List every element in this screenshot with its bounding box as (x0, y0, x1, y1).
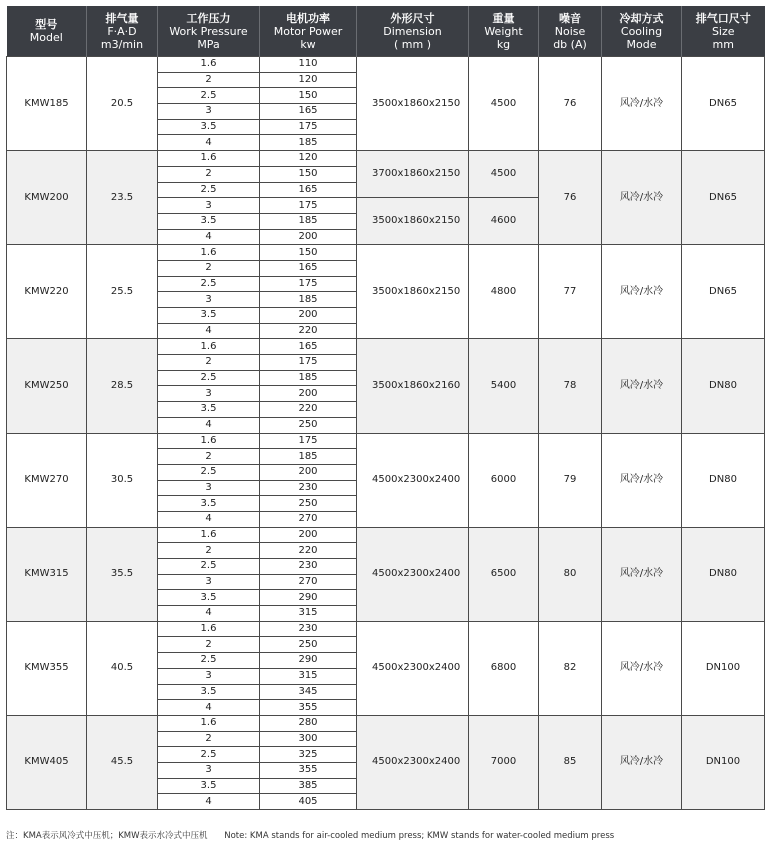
power-cell: 280 (260, 715, 357, 731)
pressure-cell: 4 (158, 229, 260, 245)
power-cell: 270 (260, 511, 357, 527)
pressure-cell: 1.6 (158, 715, 260, 731)
dimension-cell: 3700x1860x2150 (357, 151, 469, 198)
noise-cell: 77 (539, 245, 602, 339)
dimension-cell: 3500x1860x2150 (357, 245, 469, 339)
header-label-en: Work Pressure (169, 24, 248, 38)
cooling-cell: 风冷/水冷 (602, 621, 682, 715)
header-label-zh: 噪音 (559, 11, 581, 25)
table-row (7, 433, 765, 449)
dimension-cell: 3500x1860x2150 (357, 57, 469, 151)
weight-cell: 4800 (469, 245, 539, 339)
pressure-cell: 2.5 (158, 182, 260, 198)
dimension-cell: 4500x2300x2400 (357, 715, 469, 809)
header-label-en: ( mm ) (393, 37, 431, 51)
power-cell: 165 (260, 104, 357, 120)
power-cell: 355 (260, 762, 357, 778)
pressure-cell: 2 (158, 731, 260, 747)
header-work-pressure (158, 6, 260, 57)
power-cell: 150 (260, 88, 357, 104)
header-label-en: kw (300, 37, 316, 51)
power-cell: 220 (260, 402, 357, 418)
power-cell: 300 (260, 731, 357, 747)
fad-cell: 28.5 (87, 339, 158, 433)
power-cell: 110 (260, 57, 357, 73)
header-cooling-mode (602, 6, 682, 57)
power-cell: 185 (260, 135, 357, 151)
power-cell: 150 (260, 166, 357, 182)
pressure-cell: 1.6 (158, 433, 260, 449)
pressure-cell: 3.5 (158, 590, 260, 606)
table-row (7, 621, 765, 637)
header-label-en: Mode (626, 37, 657, 51)
power-cell: 185 (260, 449, 357, 465)
table-row (7, 339, 765, 355)
header-dimension (357, 6, 469, 57)
header-label-en: mm (712, 37, 734, 51)
header-label-en: db (A) (553, 37, 587, 51)
pressure-cell: 2 (158, 637, 260, 653)
power-cell: 315 (260, 668, 357, 684)
pressure-cell: 3.5 (158, 402, 260, 418)
weight-cell: 6500 (469, 527, 539, 621)
header-label-en: Noise (554, 24, 586, 38)
power-cell: 220 (260, 323, 357, 339)
power-cell: 250 (260, 417, 357, 433)
dimension-cell: 4500x2300x2400 (357, 527, 469, 621)
pressure-cell: 2 (158, 449, 260, 465)
cooling-cell: 风冷/水冷 (602, 151, 682, 245)
table-body (7, 57, 765, 810)
pressure-cell: 3 (158, 574, 260, 590)
power-cell: 175 (260, 355, 357, 371)
pressure-cell: 2 (158, 72, 260, 88)
pressure-cell: 2.5 (158, 276, 260, 292)
weight-cell: 4500 (469, 57, 539, 151)
noise-cell: 79 (539, 433, 602, 527)
header-label-zh: 重量 (492, 11, 515, 25)
weight-cell: 6800 (469, 621, 539, 715)
noise-cell: 76 (539, 151, 602, 245)
model-cell: KMW250 (7, 339, 87, 433)
pressure-cell: 3.5 (158, 308, 260, 324)
pressure-cell: 2.5 (158, 559, 260, 575)
model-cell: KMW185 (7, 57, 87, 151)
fad-cell: 45.5 (87, 715, 158, 809)
outlet-size-cell: DN100 (682, 621, 765, 715)
noise-cell: 82 (539, 621, 602, 715)
header-label-zh: 排气口尺寸 (695, 11, 751, 25)
header-noise (539, 6, 602, 57)
weight-cell: 6000 (469, 433, 539, 527)
power-cell: 385 (260, 778, 357, 794)
power-cell: 270 (260, 574, 357, 590)
pressure-cell: 2 (158, 166, 260, 182)
pressure-cell: 3.5 (158, 496, 260, 512)
footnote-zh: 注：KMA表示风冷式中压机；KMW表示水冷式中压机 (6, 831, 208, 841)
fad-cell: 40.5 (87, 621, 158, 715)
fad-cell: 35.5 (87, 527, 158, 621)
weight-cell: 5400 (469, 339, 539, 433)
header-label-en: m3/min (100, 37, 144, 51)
power-cell: 120 (260, 151, 357, 167)
power-cell: 175 (260, 433, 357, 449)
power-cell: 175 (260, 198, 357, 214)
model-cell: KMW405 (7, 715, 87, 809)
pressure-cell: 3 (158, 668, 260, 684)
power-cell: 200 (260, 386, 357, 402)
header-fad (87, 6, 158, 57)
header-label-zh: 型号 (35, 18, 58, 31)
power-cell: 175 (260, 276, 357, 292)
spec-table (6, 6, 765, 810)
pressure-cell: 3.5 (158, 213, 260, 229)
header-label-en: MPa (197, 37, 220, 51)
header-label-en: Motor Power (273, 24, 343, 38)
pressure-cell: 4 (158, 606, 260, 622)
header-label-en: Weight (484, 24, 523, 38)
model-cell: KMW355 (7, 621, 87, 715)
header-label-zh: 电机功率 (286, 11, 330, 25)
model-cell: KMW200 (7, 151, 87, 245)
cooling-cell: 风冷/水冷 (602, 245, 682, 339)
outlet-size-cell: DN80 (682, 433, 765, 527)
table-row (7, 245, 765, 261)
table-row (7, 715, 765, 731)
dimension-cell: 3500x1860x2160 (357, 339, 469, 433)
header-weight (469, 6, 539, 57)
header-label-zh: 外形尺寸 (390, 11, 435, 25)
power-cell: 150 (260, 245, 357, 261)
pressure-cell: 4 (158, 323, 260, 339)
power-cell: 325 (260, 747, 357, 763)
power-cell: 290 (260, 653, 357, 669)
cooling-cell: 风冷/水冷 (602, 57, 682, 151)
power-cell: 405 (260, 794, 357, 810)
pressure-cell: 4 (158, 794, 260, 810)
pressure-cell: 4 (158, 511, 260, 527)
power-cell: 230 (260, 480, 357, 496)
noise-cell: 76 (539, 57, 602, 151)
power-cell: 220 (260, 543, 357, 559)
power-cell: 165 (260, 260, 357, 276)
noise-cell: 85 (539, 715, 602, 809)
header-label-en: Model (29, 31, 63, 44)
dimension-cell: 3500x1860x2150 (357, 198, 469, 245)
header-label-zh: 冷却方式 (619, 11, 664, 25)
pressure-cell: 3 (158, 386, 260, 402)
table-row (7, 527, 765, 543)
header-model (7, 6, 87, 57)
pressure-cell: 3 (158, 762, 260, 778)
header-label-en: kg (496, 37, 511, 51)
weight-cell: 7000 (469, 715, 539, 809)
power-cell: 200 (260, 229, 357, 245)
footnote-en: Note: KMA stands for air-cooled medium press; KMW stands for water-cooled medium press (224, 831, 615, 841)
power-cell: 185 (260, 292, 357, 308)
noise-cell: 80 (539, 527, 602, 621)
pressure-cell: 2.5 (158, 464, 260, 480)
outlet-size-cell: DN100 (682, 715, 765, 809)
pressure-cell: 2.5 (158, 747, 260, 763)
outlet-size-cell: DN65 (682, 151, 765, 245)
cooling-cell: 风冷/水冷 (602, 339, 682, 433)
cooling-cell: 风冷/水冷 (602, 433, 682, 527)
power-cell: 120 (260, 72, 357, 88)
pressure-cell: 2 (158, 355, 260, 371)
cooling-cell: 风冷/水冷 (602, 715, 682, 809)
fad-cell: 23.5 (87, 151, 158, 245)
table-row (7, 151, 765, 167)
pressure-cell: 3.5 (158, 119, 260, 135)
pressure-cell: 2.5 (158, 370, 260, 386)
power-cell: 200 (260, 527, 357, 543)
pressure-cell: 2 (158, 260, 260, 276)
header-label-zh: 排气量 (105, 11, 139, 25)
power-cell: 250 (260, 496, 357, 512)
header-outlet-size (682, 6, 765, 57)
fad-cell: 20.5 (87, 57, 158, 151)
pressure-cell: 1.6 (158, 621, 260, 637)
header-label-en: Size (711, 24, 735, 38)
pressure-cell: 4 (158, 135, 260, 151)
power-cell: 175 (260, 119, 357, 135)
dimension-cell: 4500x2300x2400 (357, 621, 469, 715)
footnote (6, 829, 628, 841)
outlet-size-cell: DN65 (682, 57, 765, 151)
power-cell: 185 (260, 370, 357, 386)
pressure-cell: 2 (158, 543, 260, 559)
pressure-cell: 3.5 (158, 778, 260, 794)
cooling-cell: 风冷/水冷 (602, 527, 682, 621)
dimension-cell: 4500x2300x2400 (357, 433, 469, 527)
header-motor-power (260, 6, 357, 57)
power-cell: 230 (260, 559, 357, 575)
pressure-cell: 1.6 (158, 57, 260, 73)
power-cell: 250 (260, 637, 357, 653)
noise-cell: 78 (539, 339, 602, 433)
header-row (7, 6, 765, 57)
weight-cell: 4600 (469, 198, 539, 245)
header-label-zh: 工作压力 (186, 11, 231, 25)
outlet-size-cell: DN80 (682, 527, 765, 621)
pressure-cell: 2.5 (158, 88, 260, 104)
pressure-cell: 1.6 (158, 339, 260, 355)
pressure-cell: 3 (158, 480, 260, 496)
power-cell: 185 (260, 213, 357, 229)
pressure-cell: 4 (158, 700, 260, 716)
pressure-cell: 1.6 (158, 245, 260, 261)
power-cell: 290 (260, 590, 357, 606)
pressure-cell: 3 (158, 198, 260, 214)
power-cell: 165 (260, 182, 357, 198)
power-cell: 355 (260, 700, 357, 716)
model-cell: KMW315 (7, 527, 87, 621)
header-label-en: F·A·D (107, 24, 137, 38)
fad-cell: 25.5 (87, 245, 158, 339)
pressure-cell: 3.5 (158, 684, 260, 700)
header-label-en: Cooling (620, 24, 663, 38)
weight-cell: 4500 (469, 151, 539, 198)
fad-cell: 30.5 (87, 433, 158, 527)
power-cell: 200 (260, 464, 357, 480)
outlet-size-cell: DN65 (682, 245, 765, 339)
power-cell: 200 (260, 308, 357, 324)
model-cell: KMW220 (7, 245, 87, 339)
pressure-cell: 4 (158, 417, 260, 433)
table-row (7, 57, 765, 73)
pressure-cell: 1.6 (158, 151, 260, 167)
power-cell: 345 (260, 684, 357, 700)
power-cell: 165 (260, 339, 357, 355)
power-cell: 315 (260, 606, 357, 622)
power-cell: 230 (260, 621, 357, 637)
outlet-size-cell: DN80 (682, 339, 765, 433)
pressure-cell: 1.6 (158, 527, 260, 543)
header-label-en: Dimension (383, 24, 442, 38)
pressure-cell: 3 (158, 292, 260, 308)
pressure-cell: 3 (158, 104, 260, 120)
pressure-cell: 2.5 (158, 653, 260, 669)
model-cell: KMW270 (7, 433, 87, 527)
